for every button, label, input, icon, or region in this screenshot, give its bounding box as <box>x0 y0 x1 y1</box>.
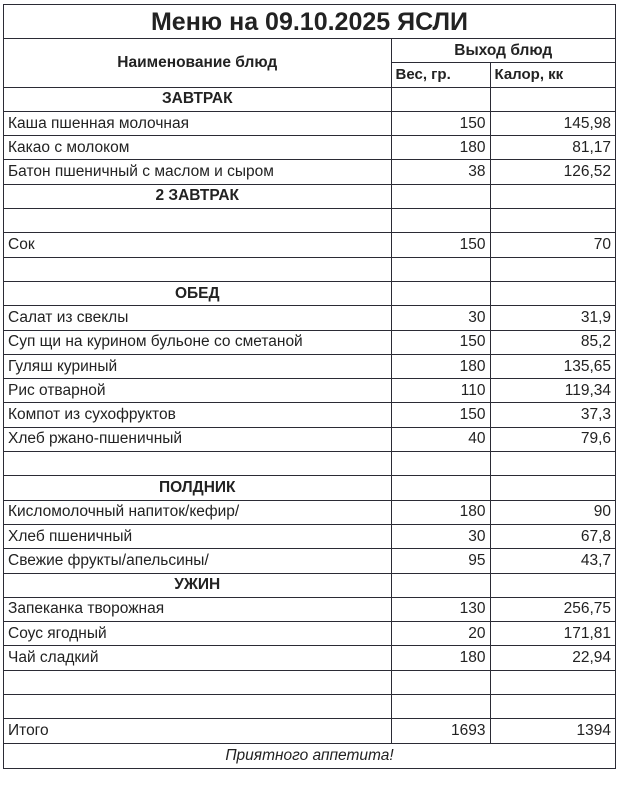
calories-header: Калор, кк <box>490 63 615 87</box>
total-weight: 1693 <box>391 719 490 743</box>
dish-weight <box>391 257 490 281</box>
dish-name: Соус ягодный <box>4 622 391 646</box>
table-row <box>4 524 615 548</box>
empty-row <box>4 452 615 476</box>
table-row <box>4 549 615 573</box>
page-title: Меню на 09.10.2025 ЯСЛИ <box>4 5 615 39</box>
table-row <box>4 111 615 135</box>
dish-name: Суп щи на курином бульоне со сметаной <box>4 330 391 354</box>
dish-name: Хлеб ржано-пшеничный <box>4 427 391 451</box>
dish-calories <box>490 281 615 305</box>
section-title: ЗАВТРАК <box>4 87 391 111</box>
weight-header: Вес, гр. <box>391 63 490 87</box>
dish-calories: 145,98 <box>490 111 615 135</box>
dish-calories <box>490 695 615 719</box>
dish-weight: 110 <box>391 379 490 403</box>
menu-table <box>4 5 615 768</box>
empty-row <box>4 257 615 281</box>
table-row <box>4 379 615 403</box>
dish-name: Батон пшеничный с маслом и сыром <box>4 160 391 184</box>
dish-weight: 180 <box>391 354 490 378</box>
dish-weight: 30 <box>391 524 490 548</box>
dish-calories: 126,52 <box>490 160 615 184</box>
dish-weight: 130 <box>391 597 490 621</box>
dish-weight: 150 <box>391 403 490 427</box>
table-row <box>4 160 615 184</box>
dish-weight: 150 <box>391 233 490 257</box>
table-row <box>4 500 615 524</box>
empty-row <box>4 209 615 233</box>
dish-calories <box>490 573 615 597</box>
dish-calories: 67,8 <box>490 524 615 548</box>
empty-row <box>4 695 615 719</box>
section-row <box>4 573 615 597</box>
table-row <box>4 646 615 670</box>
dish-weight <box>391 281 490 305</box>
dish-weight <box>391 184 490 208</box>
header-row-1 <box>4 39 615 63</box>
table-row <box>4 330 615 354</box>
dish-calories <box>490 476 615 500</box>
dish-calories: 81,17 <box>490 136 615 160</box>
menu-sheet <box>3 4 616 769</box>
dish-calories <box>490 87 615 111</box>
table-row <box>4 354 615 378</box>
dish-name: Сок <box>4 233 391 257</box>
dish-name: Салат из свеклы <box>4 306 391 330</box>
title-row <box>4 5 615 39</box>
dish-name: Кисломолочный напиток/кефир/ <box>4 500 391 524</box>
dish-name: Гуляш куриный <box>4 354 391 378</box>
table-row <box>4 427 615 451</box>
dish-calories: 22,94 <box>490 646 615 670</box>
dish-calories: 31,9 <box>490 306 615 330</box>
dish-name: Запеканка творожная <box>4 597 391 621</box>
dish-weight <box>391 87 490 111</box>
table-row <box>4 597 615 621</box>
section-row <box>4 476 615 500</box>
table-row <box>4 403 615 427</box>
dish-weight: 180 <box>391 136 490 160</box>
section-title: ОБЕД <box>4 281 391 305</box>
dish-name: Какао с молоком <box>4 136 391 160</box>
dish-calories <box>490 670 615 694</box>
footer-row <box>4 743 615 768</box>
section-title: ПОЛДНИК <box>4 476 391 500</box>
dish-name: Каша пшенная молочная <box>4 111 391 135</box>
dish-calories <box>490 452 615 476</box>
total-label: Итого <box>4 719 391 743</box>
dish-weight: 40 <box>391 427 490 451</box>
dish-calories: 43,7 <box>490 549 615 573</box>
dish-weight: 38 <box>391 160 490 184</box>
dish-calories: 171,81 <box>490 622 615 646</box>
dish-weight <box>391 573 490 597</box>
dish-weight <box>391 452 490 476</box>
empty-row <box>4 670 615 694</box>
dish-calories: 37,3 <box>490 403 615 427</box>
dish-name <box>4 452 391 476</box>
section-row <box>4 87 615 111</box>
dish-weight: 20 <box>391 622 490 646</box>
dish-weight: 180 <box>391 646 490 670</box>
footer-text: Приятного аппетита! <box>4 743 615 768</box>
dish-name: Свежие фрукты/апельсины/ <box>4 549 391 573</box>
table-row <box>4 136 615 160</box>
dish-name <box>4 257 391 281</box>
dish-calories <box>490 257 615 281</box>
table-row <box>4 622 615 646</box>
dish-calories: 79,6 <box>490 427 615 451</box>
dish-name: Чай сладкий <box>4 646 391 670</box>
dish-calories <box>490 209 615 233</box>
dish-calories: 119,34 <box>490 379 615 403</box>
dish-calories: 85,2 <box>490 330 615 354</box>
section-row <box>4 184 615 208</box>
dish-name-header: Наименование блюд <box>4 39 391 88</box>
dish-weight: 150 <box>391 111 490 135</box>
total-calories: 1394 <box>490 719 615 743</box>
dish-calories: 70 <box>490 233 615 257</box>
dish-weight <box>391 209 490 233</box>
dish-calories <box>490 184 615 208</box>
total-row <box>4 719 615 743</box>
dish-calories: 135,65 <box>490 354 615 378</box>
section-row <box>4 281 615 305</box>
dish-calories: 256,75 <box>490 597 615 621</box>
dish-weight <box>391 476 490 500</box>
dish-weight: 150 <box>391 330 490 354</box>
dish-name: Компот из сухофруктов <box>4 403 391 427</box>
dish-weight <box>391 695 490 719</box>
table-row <box>4 233 615 257</box>
dish-weight: 95 <box>391 549 490 573</box>
dish-calories: 90 <box>490 500 615 524</box>
dish-weight: 180 <box>391 500 490 524</box>
dish-name <box>4 209 391 233</box>
dish-name: Хлеб пшеничный <box>4 524 391 548</box>
dish-weight: 30 <box>391 306 490 330</box>
dish-name <box>4 695 391 719</box>
dish-weight <box>391 670 490 694</box>
dish-name: Рис отварной <box>4 379 391 403</box>
section-title: УЖИН <box>4 573 391 597</box>
section-title: 2 ЗАВТРАК <box>4 184 391 208</box>
dish-name <box>4 670 391 694</box>
table-row <box>4 306 615 330</box>
output-header: Выход блюд <box>391 39 615 63</box>
